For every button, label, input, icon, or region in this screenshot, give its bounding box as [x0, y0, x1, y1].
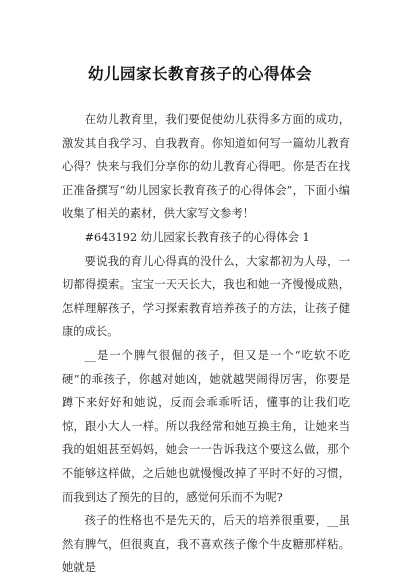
- body-paragraph-2: __是一个脾气很倔的孩子，但又是一个“吃软不吃硬”的乖孩子，你越对她凶，她就越哭闹得厉害，你要是蹲下来好好和她说，反而会乖乖听话，懂事的让我们吃惊，跟小大人一样。所以我经常和她互换主角，让她来当我的姐姐甚至妈妈，她会一一告诉我这个要这么做，那个不能够这样做，之后她也就慢慢改掉了平时不好的习惯，而我到达了预先的目的，感觉何乐而不为呢?: [62, 348, 350, 504]
- section-heading: #643192 幼儿园家长教育孩子的心得体会 1: [84, 230, 310, 244]
- intro-paragraph: 在幼儿教育里，我们要促使幼儿获得多方面的成功，激发其自我学习、自我教育。你知道如何写一篇幼儿教育心得？快来与我们分享你的幼儿教育心得吧。你是否在找正准备撰写“幼儿园家长教育孩子的心得体会”，下面小编收集了相关的素材，供大家写文参考！: [62, 113, 350, 221]
- body-paragraph-1: 要说我的育儿心得真的没什么，大家都初为人母，一切都得摸索。宝宝一天天长大，我也和她一齐慢慢成熟，怎样理解孩子，学习探索教育培养孩子的方法，让孩子健康的成长。: [62, 254, 350, 339]
- body-paragraph-3: 孩子的性格也不是先天的，后天的培养很重要，__虽然有脾气，但很爽直，我不喜欢孩子像个牛皮糖那样粘。她就是: [62, 514, 350, 575]
- document-body: [62, 108, 350, 580]
- document-title: 幼儿园家长教育孩子的心得体会: [87, 64, 312, 83]
